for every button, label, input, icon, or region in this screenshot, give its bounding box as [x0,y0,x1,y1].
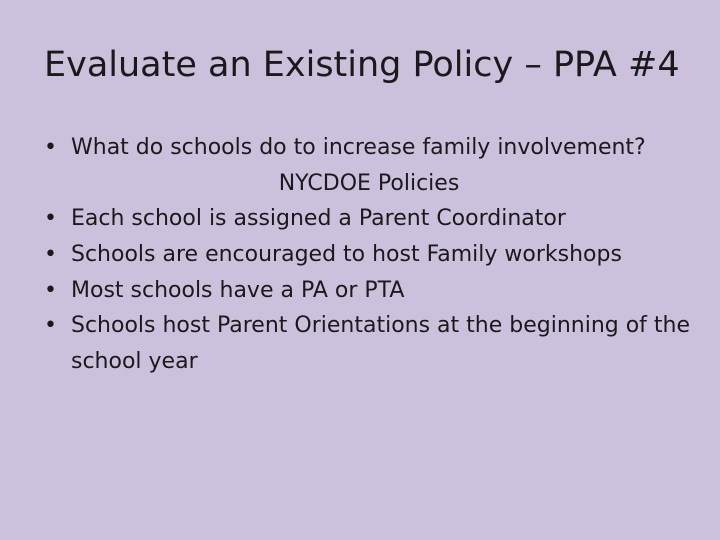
bullet-parent-orientations: • Schools host Parent Orientations at the beginning of the school year [44,308,694,379]
bullet-family-workshops: • Schools are encouraged to host Family workshops [44,237,694,273]
policies-subheading: NYCDOE Policies [278,170,460,196]
bullet-question: • What do schools do to increase family involvement? [44,130,694,166]
slide-content [44,130,694,379]
bullet-parent-coordinator: • Each school is assigned a Parent Coordinator [44,201,694,237]
bullet-pa-pta: • Most schools have a PA or PTA [44,273,694,309]
slide-title: Evaluate an Existing Policy – PPA #4 [44,45,680,85]
